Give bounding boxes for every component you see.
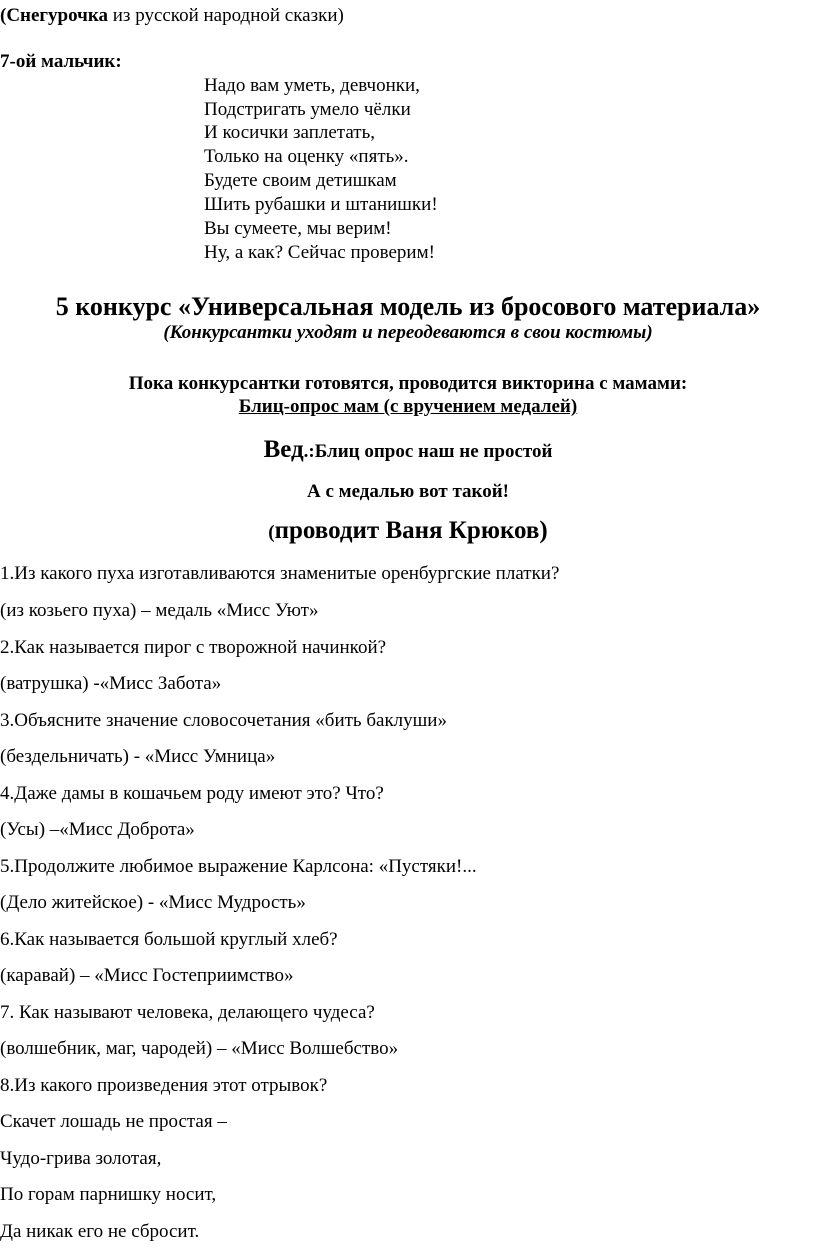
- ved-label: Вед: [263, 436, 304, 463]
- qa-line: (волшебник, маг, чародей) – «Мисс Волшебство»: [0, 1038, 399, 1059]
- qa-line: (бездельничать) - «Мисс Умница»: [0, 746, 276, 767]
- ved-line: [0, 436, 816, 466]
- qa-line: 1.Из какого пуха изготавливаются знаменитые оренбургские платки?: [0, 563, 560, 584]
- qa-line: (из козьего пуха) – медаль «Мисс Уют»: [0, 600, 319, 621]
- boy7-label: 7-ой мальчик:: [0, 51, 122, 72]
- host-text: проводит Ваня Крюков): [274, 517, 548, 544]
- qa-line: 6.Как называется большой круглый хлеб?: [0, 929, 338, 950]
- ved-line1: .:Блиц опрос наш не простой: [303, 441, 553, 462]
- qa-line: Скачет лошадь не простая –: [0, 1111, 227, 1132]
- poem-line: Подстригать умело чёлки: [204, 99, 411, 120]
- poem-line: Надо вам уметь, девчонки,: [204, 75, 420, 96]
- intro-name: Снегурочка: [6, 5, 109, 26]
- qa-line: 5.Продолжите любимое выражение Карлсона: «Пустяки!...: [0, 856, 477, 877]
- poem-line: Шить рубашки и штанишки!: [204, 194, 438, 215]
- intro-line: [0, 5, 344, 27]
- poem-line: Только на оценку «пять».: [204, 146, 409, 167]
- qa-line: По горам парнишку носит,: [0, 1184, 217, 1205]
- qa-line: (каравай) – «Мисс Гостеприимство»: [0, 965, 294, 986]
- poem-line: Ну, а как? Сейчас проверим!: [204, 242, 435, 263]
- qa-line: (Усы) –«Мисс Доброта»: [0, 819, 195, 840]
- qa-line: 7. Как называют человека, делающего чудеса?: [0, 1002, 375, 1023]
- host-open-paren: (: [268, 522, 275, 543]
- qa-line: 8.Из какого произведения этот отрывок?: [0, 1075, 328, 1096]
- qa-line: 3.Объясните значение словосочетания «бить баклуши»: [0, 710, 447, 731]
- poem-line: Вы сумеете, мы верим!: [204, 218, 392, 239]
- poem-line: И косички заплетать,: [204, 122, 375, 143]
- quiz-title: Блиц-опрос мам (с вручением медалей): [238, 396, 578, 417]
- qa-line: Чудо-грива золотая,: [0, 1148, 162, 1169]
- qa-line: (Дело житейское) - «Мисс Мудрость»: [0, 892, 306, 913]
- intro-rest: из русской народной сказки): [108, 5, 344, 26]
- contest5-subtitle: (Конкурсантки уходят и переодеваются в свои костюмы): [163, 322, 653, 343]
- quiz-intro: Пока конкурсантки готовятся, проводится викторина с мамами:: [128, 373, 688, 394]
- qa-line: (ватрушка) -«Мисс Забота»: [0, 673, 222, 694]
- ved-line2: А с медалью вот такой!: [306, 481, 510, 502]
- host-line: [0, 516, 816, 548]
- qa-line: 2.Как называется пирог с творожной начинкой?: [0, 637, 387, 658]
- qa-line: Да никак его не сбросит.: [0, 1221, 200, 1242]
- poem-line: Будете своим детишкам: [204, 170, 397, 191]
- contest5-title: 5 конкурс «Универсальная модель из бросового материала»: [55, 292, 761, 321]
- intro-open-paren: (: [0, 5, 7, 26]
- qa-line: 4.Даже дамы в кошачьем роду имеют это? Что?: [0, 783, 384, 804]
